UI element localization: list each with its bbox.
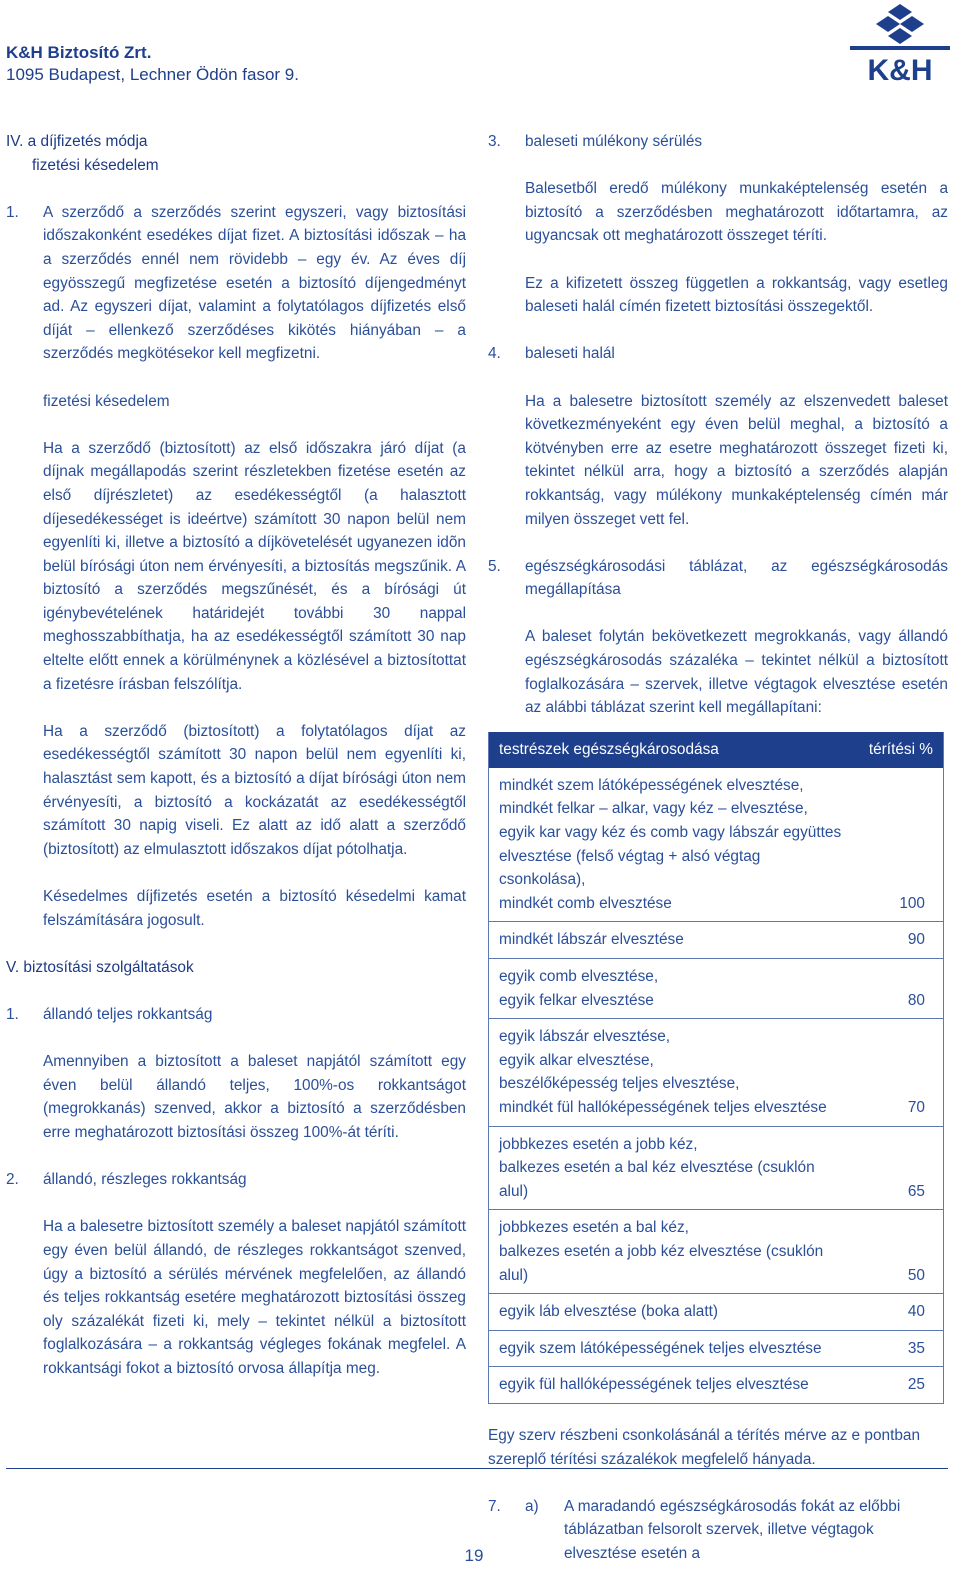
service-7-a-label: a) bbox=[525, 1497, 539, 1515]
service-4-title: baleseti halál bbox=[525, 345, 615, 363]
right-column bbox=[488, 130, 948, 1589]
late-payment-heading: fizetési késedelem bbox=[43, 392, 170, 410]
late-payment-paragraph-3: Késedelmes díjfizetés esetén a biztosító késedelmi kamat felszámítására jogosult. bbox=[43, 888, 466, 929]
left-column bbox=[6, 130, 466, 1404]
damage-table-row bbox=[489, 922, 944, 959]
item-1-number: 1. bbox=[6, 203, 19, 221]
company-header bbox=[6, 42, 299, 86]
service-1-number: 1. bbox=[6, 1005, 19, 1023]
kh-logo bbox=[848, 4, 952, 84]
damage-table-line: jobbkezes esetén a jobb kéz, bbox=[499, 1135, 698, 1153]
damage-table-row bbox=[489, 1210, 944, 1294]
damage-table-col-part: testrészek egészségkárosodása bbox=[489, 732, 856, 768]
service-2-text: Ha a balesetre biztosított személy a baleset napjától számított egy éven belül állandó, de részleges rokkantságot szenved, úgy a biztosító a sérülés mérvének megfelelően, az állandó és teljes rokkantság esetére meghatározott biztosítási összeg oly százalékát fizeti ki, mely – tekintet nélkül a biztosított foglalkozására – a rokkantság végleges fokának megfelel. A rokkantsági fokot a biztosító orvosa állapítja meg. bbox=[43, 1218, 466, 1377]
damage-table-line: mindkét felkar – alkar, vagy kéz – elvesztése, bbox=[499, 800, 808, 818]
damage-table-cell-part bbox=[489, 1126, 856, 1210]
damage-table-header bbox=[489, 732, 944, 768]
service-5-heading bbox=[488, 555, 948, 602]
item-1-text: A szerződő a szerződés szerint egyszeri, vagy biztosítási időszakonként esedékes díjat fizet. A biztosítási időszak – ha a szerződés ennél nem rövidebb – egy év. Az éves díj egyösszegű megfizetése esetén a biztosító díjengedményt ad. Az egyszeri díjat, valamint a folytatólagos díjfizetés első díját – ellenkező szerződéses kikötés hiányában – a szerződés megkötésekor kell megfizetni. bbox=[43, 203, 466, 363]
service-3-title: baleseti múlékony sérülés bbox=[525, 133, 703, 150]
damage-table-cell-part bbox=[489, 1330, 856, 1367]
footer-divider bbox=[6, 1468, 948, 1469]
damage-table-cell-part bbox=[489, 1019, 856, 1126]
damage-table-line: mindkét fül hallóképességének teljes elvesztése bbox=[499, 1098, 827, 1116]
damage-table-cell-part bbox=[489, 1210, 856, 1294]
after-table-note: Egy szerv részbeni csonkolásánál a térítés mérve az e pontban szereplő térítési százalékok megfelelő hányada. bbox=[488, 1426, 921, 1468]
damage-table-line: egyik kar vagy kéz és comb vagy lábszár együttes bbox=[499, 824, 842, 842]
service-2-title: állandó, részleges rokkantság bbox=[43, 1171, 247, 1189]
company-name: K&H Biztosító Zrt. bbox=[6, 43, 152, 62]
damage-table-cell-percent: 40 bbox=[855, 1294, 944, 1331]
damage-table-row bbox=[489, 1019, 944, 1126]
late-payment-paragraph-2: Ha a szerződő (biztosított) a folytatólagos díjat az esedékességtől számított 30 napon belül nem egyenlíti ki, halasztást sem kapott, és a biztosító a díjat bírósági úton nem érvényesíti, a biztosító a kockázatát az esedékességtől számított 30 napig viseli. Ez alatt az idő alatt a szerződő (biztosított) az elmulasztott időszakos díjat pótolhatja. bbox=[43, 722, 466, 858]
service-2-number: 2. bbox=[6, 1171, 19, 1189]
damage-table-cell-percent: 50 bbox=[855, 1210, 944, 1294]
damage-table-cell-part bbox=[489, 1294, 856, 1331]
damage-table-line: balkezes esetén a bal kéz elvesztése (csuklón alul) bbox=[499, 1159, 815, 1200]
damage-table-row bbox=[489, 1330, 944, 1367]
late-payment-paragraph-1: Ha a szerződő (biztosított) az első időszakra járó díjat (a díjnak megállapodás szerint részletekben fizetése esetén az első díjrészletet) az esedékességtől (a halasztott díjesedékességet is ideértve) számított 30 napon belül nem egyenlíti ki, illetve a biztosító a díjkövetelését ugyanezen idõn belül bírósági úton nem érvényesíti, a biztosítás megszűnik. A biztosító a szerződés megszűnését, és a bírósági út igénybevételének határidejét további 30 nappal meghosszabbíthatja, ha az esedékességtől számított 30 nap eltelte előtt ennek a körülménynek a közlésével a biztosítottat a fizetésre írásban felszólítja. bbox=[43, 439, 466, 693]
damage-table-row bbox=[489, 959, 944, 1019]
damage-table-line: beszélőképesség teljes elvesztése, bbox=[499, 1075, 740, 1093]
damage-table-row bbox=[489, 768, 944, 922]
damage-table-cell-part bbox=[489, 959, 856, 1019]
item-1 bbox=[6, 201, 466, 366]
damage-table-line: balkezes esetén a jobb kéz elvesztése (csuklón alul) bbox=[499, 1242, 824, 1284]
section-iv-title: IV. a díjfizetés módja bbox=[6, 133, 148, 150]
service-4-text: Ha a balesetre biztosított személy az elszenvedett baleset következményeként egy éven belül meghal, a biztosító a kötvényben erre az esetre meghatározott összeget fizeti ki, tekintet nélkül arra, hogy a biztosító a szerződés alapján rokkantság, vagy múlékony munkaképtelenség címén már milyen összeget vett fel. bbox=[525, 392, 948, 528]
damage-table-line: mindkét lábszár elvesztése bbox=[499, 931, 684, 949]
section-iv-heading bbox=[6, 130, 466, 177]
damage-table-cell-part bbox=[489, 768, 856, 922]
service-7-a-text: A maradandó egészségkárosodás fokát az előbbi táblázatban felsorolt szervek, illetve végtagok elvesztése esetén a bbox=[564, 1497, 901, 1562]
service-2-heading bbox=[6, 1168, 466, 1192]
damage-table-cell-percent: 90 bbox=[855, 922, 944, 959]
damage-table-cell-part bbox=[489, 922, 856, 959]
service-1-title: állandó teljes rokkantság bbox=[43, 1005, 213, 1023]
service-7-number: 7. bbox=[488, 1497, 501, 1515]
damage-table-line: egyik alkar elvesztése, bbox=[499, 1051, 654, 1069]
service-5-text: A baleset folytán bekövetkezett megrokkanás, vagy állandó egészségkárosodás százaléka – tekintet nélkül a biztosított foglalkozására – szervek, illetve végtagok elvesztése esetén az alábbi táblázat szerint kell megállapítani: bbox=[525, 628, 948, 717]
damage-table-cell-percent: 80 bbox=[855, 959, 944, 1019]
damage-table-line: mindkét comb elvesztése bbox=[499, 894, 672, 912]
damage-table-cell-percent: 100 bbox=[855, 768, 944, 922]
damage-table bbox=[488, 732, 944, 1404]
page-number: 19 bbox=[464, 1546, 484, 1565]
damage-table-body bbox=[489, 768, 944, 1404]
damage-table-line: mindkét szem látóképességének elvesztése, bbox=[499, 776, 804, 794]
service-3-heading bbox=[488, 130, 948, 154]
damage-table-line: egyik felkar elvesztése bbox=[499, 991, 654, 1009]
damage-table-line: jobbkezes esetén a bal kéz, bbox=[499, 1219, 689, 1237]
damage-table-line: egyik lábszár elvesztése, bbox=[499, 1028, 671, 1046]
damage-table-line: egyik szem látóképességének teljes elvesztése bbox=[499, 1339, 822, 1357]
damage-table-row bbox=[489, 1294, 944, 1331]
service-5-title: egészségkárosodási táblázat, az egészségkárosodás megállapítása bbox=[525, 557, 948, 599]
service-3-number: 3. bbox=[488, 133, 501, 150]
service-5-number: 5. bbox=[488, 557, 501, 575]
damage-table-cell-percent: 70 bbox=[855, 1019, 944, 1126]
service-4-number: 4. bbox=[488, 345, 501, 363]
damage-table-cell-percent: 35 bbox=[855, 1330, 944, 1367]
damage-table-cell-percent: 25 bbox=[855, 1367, 944, 1404]
damage-table-cell-part bbox=[489, 1367, 856, 1404]
service-3-paragraph-2: Ez a kifizetett összeg független a rokkantság, vagy esetleg baleseti halál címén fizetett biztosítási összegektől. bbox=[525, 274, 948, 316]
service-1-text: Amennyiben a biztosított a baleset napjától számított egy éven belül állandó teljes, 100%-os rokkantságot (megrokkanás) szenved, akkor a biztosító a szerződésben erre meghatározott biztosítási összeg 100%-át téríti. bbox=[43, 1053, 466, 1141]
section-v-title: V. biztosítási szolgáltatások bbox=[6, 958, 194, 976]
service-1-heading bbox=[6, 1003, 466, 1027]
damage-table-row bbox=[489, 1126, 944, 1210]
damage-table-line: elvesztése (felső végtag + alsó végtag csonkolása), bbox=[499, 847, 761, 889]
service-3-paragraph-1: Balesetből eredő múlékony munkaképtelenség esetén a biztosító a szerződésben meghatározott időtartamra, az ugyancsak ott meghatározott összeget téríti. bbox=[525, 180, 948, 245]
section-iv-subtitle: fizetési késedelem bbox=[32, 156, 159, 174]
service-4-heading bbox=[488, 342, 948, 366]
damage-table-line: egyik láb elvesztése (boka alatt) bbox=[499, 1303, 719, 1321]
damage-table-col-percent: térítési % bbox=[855, 732, 944, 768]
logo-text: K&H bbox=[867, 54, 933, 84]
damage-table-row bbox=[489, 1367, 944, 1404]
company-address: 1095 Budapest, Lechner Ödön fasor 9. bbox=[6, 65, 299, 84]
damage-table-cell-percent: 65 bbox=[855, 1126, 944, 1210]
damage-table-line: egyik comb elvesztése, bbox=[499, 968, 659, 985]
damage-table-line: egyik fül hallóképességének teljes elvesztése bbox=[499, 1376, 809, 1394]
